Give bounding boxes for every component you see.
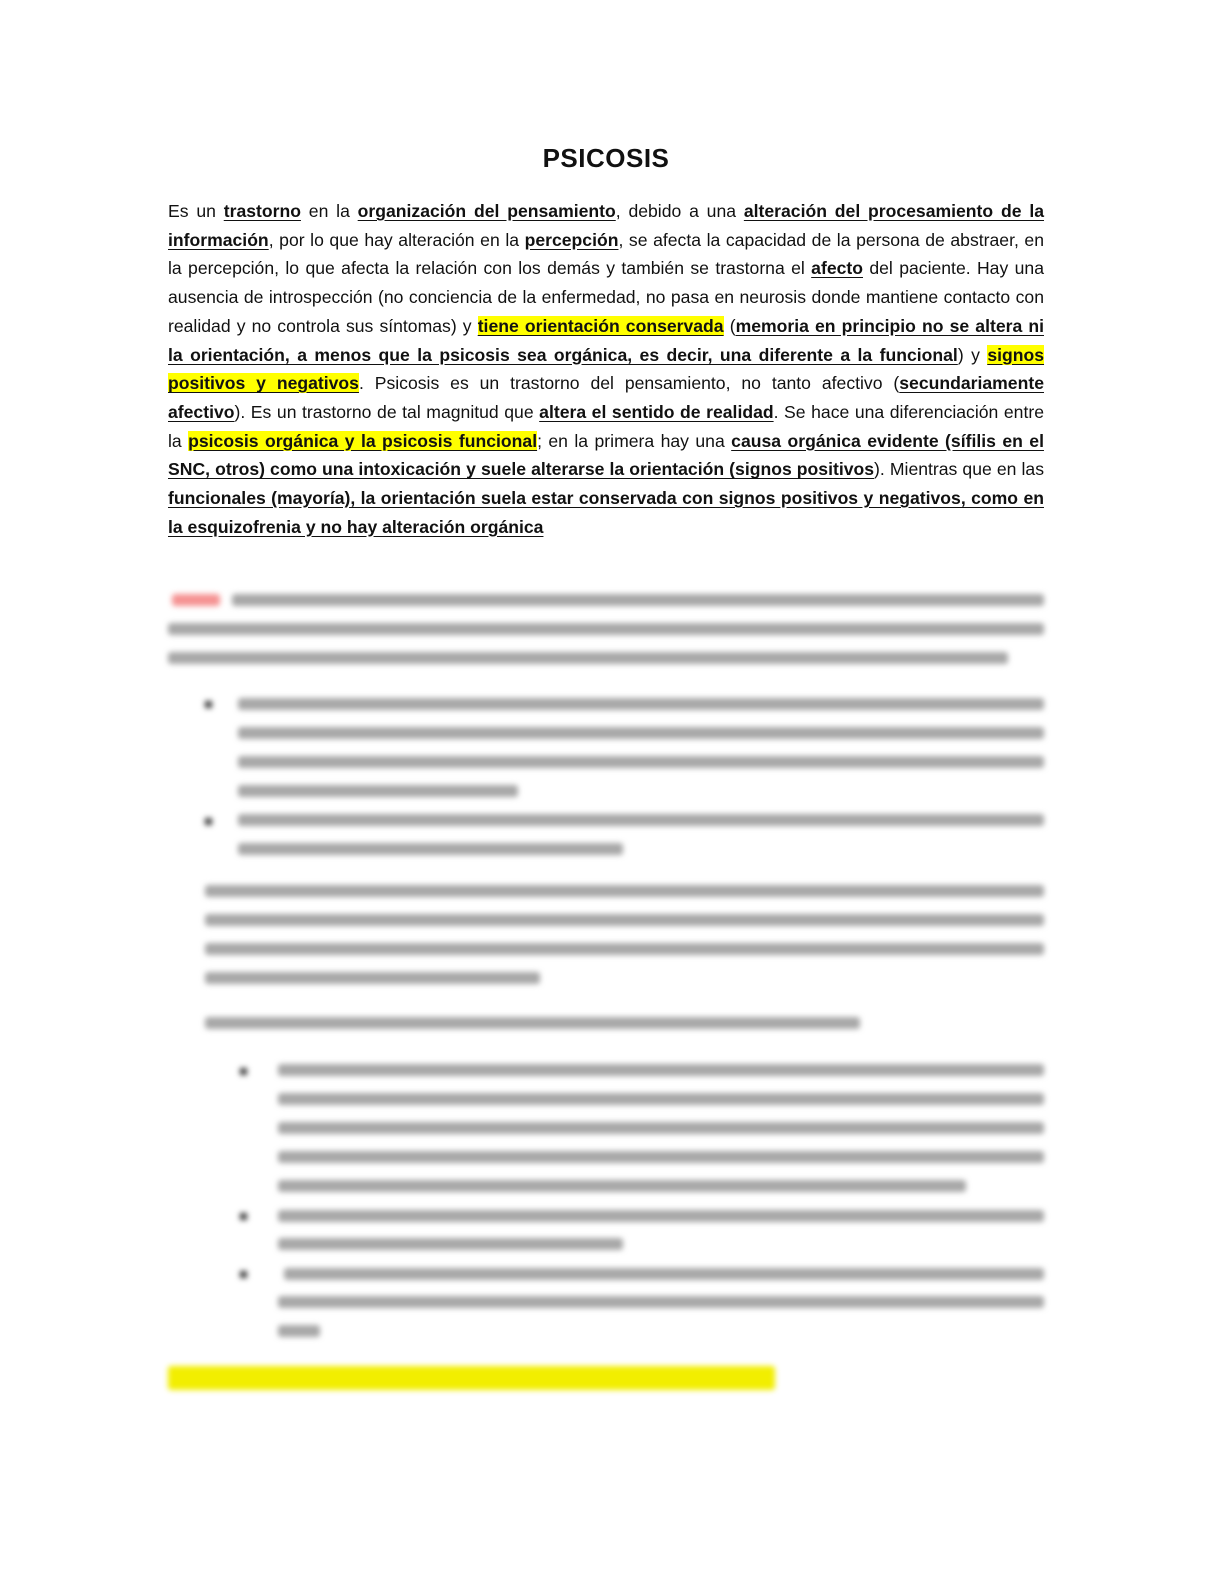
blurred-text-line xyxy=(238,727,1044,739)
blurred-text-line xyxy=(278,1093,1044,1105)
highlighted-text: signos positivos y negativos xyxy=(168,344,1045,394)
blurred-text-line xyxy=(238,814,1044,826)
blurred-highlighted-line xyxy=(168,1366,775,1390)
blurred-text-line xyxy=(168,652,1008,664)
text-run: ). Es un trastorno de tal magnitud que xyxy=(234,401,540,422)
emphasized-text: afecto xyxy=(811,258,863,279)
emphasized-text: secundariamente afectivo xyxy=(168,373,1044,422)
emphasized-text: percepción xyxy=(524,229,619,250)
text-run: ) y xyxy=(957,344,988,365)
blurred-text-line xyxy=(205,972,540,984)
blurred-text-line xyxy=(238,785,518,797)
blurred-text-line xyxy=(278,1238,623,1250)
emphasized-text: altera el sentido de realidad xyxy=(539,401,774,422)
blurred-text-line xyxy=(278,1064,1044,1076)
highlighted-text: tiene orientación conservada xyxy=(477,315,724,336)
text-run: , debido a una xyxy=(615,201,744,221)
bullet-icon xyxy=(240,1068,247,1075)
highlighted-text: psicosis orgánica y la psicosis funcional xyxy=(188,430,538,451)
emphasized-text: trastorno xyxy=(223,201,301,221)
emphasized-text: memoria en principio no se altera ni la orientación, a menos que la psicosis sea orgánica, es decir, una diferente a la funcional xyxy=(168,315,1044,365)
blurred-text-line xyxy=(205,1017,860,1029)
emphasized-text: alteración del procesamiento de la información xyxy=(168,201,1044,250)
text-run: ). Mientras que en las xyxy=(874,459,1044,480)
blurred-text-line xyxy=(205,914,1044,926)
blurred-text-line xyxy=(205,943,1044,955)
emphasized-text: causa orgánica evidente (sífilis en el SNC, otros) como una intoxicación y suele alterarse la orientación (signos positivos xyxy=(168,430,1044,480)
text-run: Es un xyxy=(168,201,224,221)
blurred-text-line xyxy=(172,594,220,606)
text-run: , se afecta la capacidad de la persona de abstraer, en la percepción, lo que afecta la relación con los demás y también se trastorna el xyxy=(168,229,1044,279)
text-run: en la xyxy=(300,201,358,221)
blurred-text-line xyxy=(238,756,1044,768)
text-run: del paciente. Hay una ausencia de introspección (no conciencia de la enfermedad, no pasa en neurosis donde mantiene contacto con realidad y no controla sus síntomas) y xyxy=(168,258,1044,336)
bullet-icon xyxy=(205,701,212,708)
blurred-text-line xyxy=(232,594,1044,606)
document-title: PSICOSIS xyxy=(542,143,670,173)
emphasized-text: funcionales (mayoría), la orientación suela estar conservada con signos positivos y negativos, como en la esquizofrenia y no hay alteración orgánica xyxy=(168,488,1044,537)
blurred-text-line xyxy=(238,843,623,855)
blurred-text-line xyxy=(284,1268,1044,1280)
blurred-text-line xyxy=(278,1210,1044,1222)
blurred-text-line xyxy=(278,1122,1044,1134)
text-run: ( xyxy=(723,315,736,336)
blurred-text-line xyxy=(278,1151,1044,1163)
text-run: . Se hace una diferenciación entre la xyxy=(168,401,1044,451)
blurred-text-line xyxy=(238,698,1044,710)
blurred-text-line xyxy=(205,885,1044,897)
text-run: ; en la primera hay una xyxy=(537,430,732,451)
bullet-icon xyxy=(205,818,212,825)
bullet-icon xyxy=(240,1271,247,1278)
blurred-text-line xyxy=(278,1180,966,1192)
emphasized-text: organización del pensamiento xyxy=(357,201,616,221)
blurred-text-line xyxy=(168,623,1044,635)
text-run: . Psicosis es un trastorno del pensamiento, no tanto afectivo ( xyxy=(358,373,900,394)
blurred-text-line xyxy=(278,1325,320,1337)
bullet-icon xyxy=(240,1213,247,1220)
blurred-text-line xyxy=(278,1296,1044,1308)
text-run: , por lo que hay alteración en la xyxy=(268,229,525,250)
